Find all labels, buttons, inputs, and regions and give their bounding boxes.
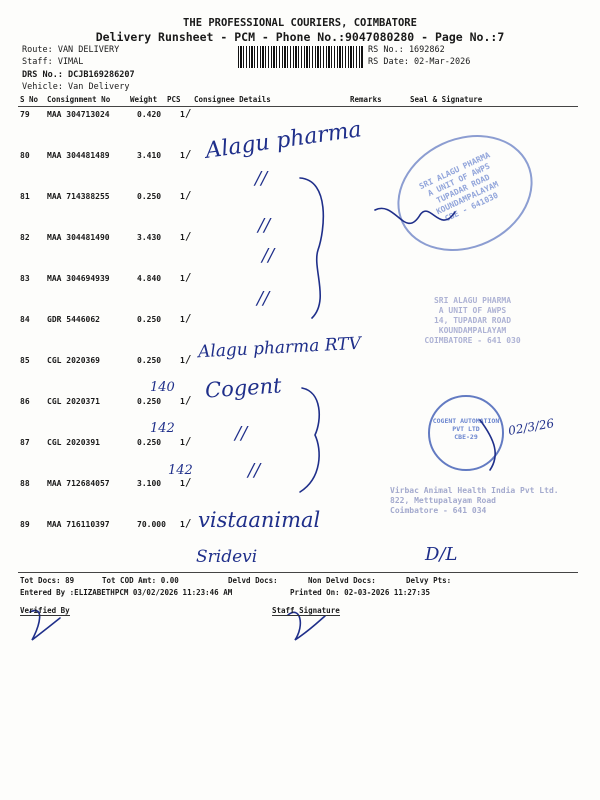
row-consignment-no: CGL 2020369 bbox=[47, 356, 100, 365]
brace-stroke-bottom bbox=[300, 388, 319, 492]
alagu-signature bbox=[375, 208, 455, 223]
row-weight: 0.250 bbox=[137, 397, 162, 406]
hw-cogent: Cogent bbox=[204, 373, 283, 403]
row-consignment-no: MAA 304481489 bbox=[47, 151, 110, 160]
footer-rule bbox=[18, 572, 578, 573]
row-consignment-no: MAA 304713024 bbox=[47, 110, 110, 119]
row-sno: 83 bbox=[20, 274, 30, 283]
row-tick-mark: / bbox=[185, 517, 192, 530]
alagu-pharma-stamp-top: SRI ALAGU PHARMA A UNIT OF AWPS TUPADAR ROAD KOUNDAMPALAYAM CBE - 641030 bbox=[378, 114, 551, 273]
row-pcs: 1 bbox=[180, 315, 185, 324]
row-consignment-no: MAA 712684057 bbox=[47, 479, 110, 488]
row-weight: 4.840 bbox=[137, 274, 162, 283]
row-sno: 85 bbox=[20, 356, 30, 365]
drs-number: DRS No.: DCJB169286207 bbox=[22, 70, 135, 80]
non-delvd-docs: Non Delvd Docs: bbox=[308, 576, 376, 585]
staff-signature: Staff Signature bbox=[272, 606, 340, 615]
row-tick-mark: / bbox=[185, 353, 192, 366]
col-sno: S No bbox=[20, 95, 39, 104]
row-tick-mark: / bbox=[185, 107, 192, 120]
col-pcs: PCS bbox=[167, 95, 181, 104]
row-tick-mark: / bbox=[185, 230, 192, 243]
hw-vistaanimal: vistaanimal bbox=[198, 508, 321, 532]
row-tick-mark: / bbox=[185, 189, 192, 202]
printed-on: Printed On: 02-03-2026 11:27:35 bbox=[290, 588, 430, 597]
hw-ditto-6: // bbox=[248, 460, 261, 481]
company-name: THE PROFESSIONAL COURIERS, COIMBATORE bbox=[183, 17, 417, 29]
brace-stroke-top bbox=[300, 178, 323, 318]
row-weight: 0.420 bbox=[137, 110, 162, 119]
row-weight: 0.250 bbox=[137, 438, 162, 447]
vehicle-label: Vehicle: Van Delivery bbox=[22, 82, 130, 92]
row-pcs: 1 bbox=[180, 397, 185, 406]
col-remarks: Remarks bbox=[350, 95, 382, 104]
row-weight: 3.410 bbox=[137, 151, 162, 160]
row-weight: 3.100 bbox=[137, 479, 162, 488]
row-sno: 86 bbox=[20, 397, 30, 406]
row-consignment-no: GDR 5446062 bbox=[47, 315, 100, 324]
col-seal: Seal & Signature bbox=[410, 95, 483, 104]
row-tick-mark: / bbox=[185, 394, 192, 407]
row-sno: 82 bbox=[20, 233, 30, 242]
hw-ditto-4: // bbox=[257, 288, 270, 309]
row-sno: 79 bbox=[20, 110, 30, 119]
hw-date: 02/3/26 bbox=[507, 416, 556, 438]
row-weight: 3.430 bbox=[137, 233, 162, 242]
row-pcs: 1 bbox=[180, 274, 185, 283]
alagu-pharma-stamp-mid: SRI ALAGU PHARMA A UNIT OF AWPS 14, TUPADAR ROAD KOUNDAMPALAYAM COIMBATORE - 641 030 bbox=[424, 296, 521, 345]
virbac-stamp: Virbac Animal Health India Pvt Ltd. 822, Mettupalayam Road Coimbatore - 641 034 bbox=[390, 486, 559, 515]
hw-alagu-rtv: Alagu pharma RTV bbox=[197, 333, 362, 363]
row-tick-mark: / bbox=[185, 435, 192, 448]
row-sno: 84 bbox=[20, 315, 30, 324]
rs-date: RS Date: 02-Mar-2026 bbox=[368, 57, 471, 67]
verified-by: Verified By bbox=[20, 606, 70, 615]
row-consignment-no: MAA 714388255 bbox=[47, 192, 110, 201]
row-tick-mark: / bbox=[185, 148, 192, 161]
staff-label: Staff: VIMAL bbox=[22, 57, 84, 67]
row-tick-mark: / bbox=[185, 312, 192, 325]
delvy-pts: Delvy Pts: bbox=[406, 576, 452, 585]
row-pcs: 1 bbox=[180, 192, 185, 201]
row-weight: 0.250 bbox=[137, 315, 162, 324]
hw-142-a: 142 bbox=[150, 421, 175, 436]
cogent-signature bbox=[480, 420, 495, 470]
row-tick-mark: / bbox=[185, 271, 192, 284]
row-consignment-no: MAA 716110397 bbox=[47, 520, 110, 529]
row-consignment-no: CGL 2020371 bbox=[47, 397, 100, 406]
row-pcs: 1 bbox=[180, 438, 185, 447]
hw-ditto-5: // bbox=[235, 423, 248, 444]
row-weight: 0.250 bbox=[137, 192, 162, 201]
staff-signature-stroke bbox=[288, 612, 325, 640]
row-sno: 88 bbox=[20, 479, 30, 488]
row-pcs: 1 bbox=[180, 520, 185, 529]
row-consignment-no: MAA 304481490 bbox=[47, 233, 110, 242]
row-sno: 87 bbox=[20, 438, 30, 447]
rs-number: RS No.: 1692862 bbox=[368, 45, 445, 55]
hw-142-b: 142 bbox=[168, 463, 193, 478]
row-sno: 89 bbox=[20, 520, 30, 529]
col-consignee: Consignee Details bbox=[194, 95, 271, 104]
row-tick-mark: / bbox=[185, 476, 192, 489]
tot-cod-amt: Tot COD Amt: 0.00 bbox=[102, 576, 179, 585]
row-consignment-no: MAA 304694939 bbox=[47, 274, 110, 283]
col-weight: Weight bbox=[130, 95, 158, 104]
route-label: Route: VAN DELIVERY bbox=[22, 45, 120, 55]
entered-by: Entered By :ELIZABETHPCM 03/02/2026 11:23:46 AM bbox=[20, 588, 233, 597]
row-sno: 80 bbox=[20, 151, 30, 160]
hw-140: 140 bbox=[150, 380, 175, 395]
runsheet-subtitle: Delivery Runsheet - PCM - Phone No.:9047080280 - Page No.:7 bbox=[95, 30, 505, 44]
row-pcs: 1 bbox=[180, 151, 185, 160]
row-sno: 81 bbox=[20, 192, 30, 201]
hw-ditto-3: // bbox=[262, 245, 275, 266]
row-consignment-no: CGL 2020391 bbox=[47, 438, 100, 447]
col-consignment: Consignment No bbox=[47, 95, 111, 104]
row-weight: 0.250 bbox=[137, 356, 162, 365]
hw-sridevi: Sridevi bbox=[196, 547, 258, 567]
tot-docs: Tot Docs: 89 bbox=[20, 576, 75, 585]
hw-ditto-1: // bbox=[255, 168, 268, 189]
delvd-docs: Delvd Docs: bbox=[228, 576, 278, 585]
hw-alagu-pharma: Alagu pharma bbox=[204, 117, 364, 164]
row-pcs: 1 bbox=[180, 356, 185, 365]
row-pcs: 1 bbox=[180, 110, 185, 119]
cogent-seal: COGENT AUTOMATION PVT LTD CBE-29 bbox=[428, 395, 504, 471]
row-weight: 70.000 bbox=[137, 520, 166, 529]
row-pcs: 1 bbox=[180, 233, 185, 242]
row-pcs: 1 bbox=[180, 479, 185, 488]
hw-dl: D/L bbox=[425, 544, 458, 565]
hw-ditto-2: // bbox=[258, 215, 271, 236]
